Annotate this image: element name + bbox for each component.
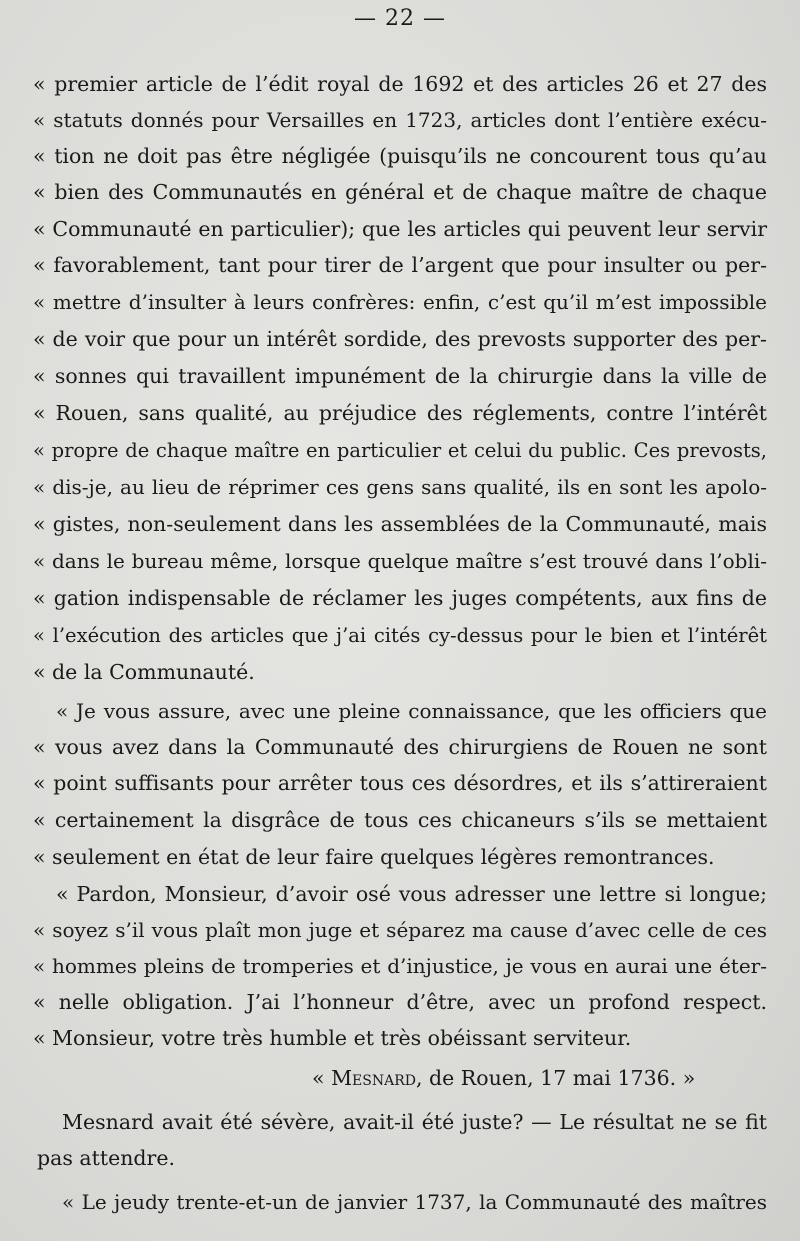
text-line: « premier article de l’édit royal de 1692 et des articles 26 et 27 des (33, 72, 767, 96)
text-line: « certainement la disgrâce de tous ces chicaneurs s’ils se mettaient (33, 808, 767, 832)
text-line: « vous avez dans la Communauté des chirurgiens de Rouen ne sont (33, 735, 767, 759)
paragraph-start: « Le jeudy trente-et-un de janvier 1737, la Communauté des maîtres (62, 1190, 767, 1214)
signature-name: Mesnard (331, 1066, 416, 1090)
text-line: « l’exécution des articles que j’ai cités cy-dessus pour le bien et l’intérêt (33, 624, 767, 647)
text-line: « Monsieur, votre très humble et très obéissant serviteur. (33, 1026, 632, 1050)
text-line: « Rouen, sans qualité, au préjudice des réglements, contre l’intérêt (33, 401, 767, 425)
text-line: « mettre d’insulter à leurs confrères: enfin, c’est qu’il m’est impossible (33, 290, 767, 314)
text-line: « dans le bureau même, lorsque quelque maître s’est trouvé dans l’obli- (33, 549, 767, 573)
signature-rest: , de Rouen, 17 mai 1736. » (416, 1066, 696, 1090)
paragraph-start: Mesnard avait été sévère, avait-il été juste? — Le résultat ne se fit (62, 1110, 767, 1134)
text-line: « Communauté en particulier); que les articles qui peuvent leur servir (33, 217, 767, 241)
text-line: « tion ne doit pas être négligée (puisqu’ils ne concourent tous qu’au (33, 144, 767, 168)
text-line: « hommes pleins de tromperies et d’injustice, je vous en aurai une éter- (33, 954, 767, 978)
paragraph-start: « Je vous assure, avec une pleine connaissance, que les officiers que (56, 699, 767, 723)
text-line: « favorablement, tant pour tirer de l’argent que pour insulter ou per- (33, 253, 767, 277)
text-line: « point suffisants pour arrêter tous ces désordres, et ils s’attireraient (33, 771, 767, 795)
signature-open: « (312, 1066, 332, 1090)
text-line: « sonnes qui travaillent impunément de la chirurgie dans la ville de (33, 364, 767, 388)
text-line: « propre de chaque maître en particulier et celui du public. Ces prevosts, (33, 439, 767, 462)
text-line: « de voir que pour un intérêt sordide, des prevosts supporter des per- (33, 327, 767, 351)
text-line: « statuts donnés pour Versailles en 1723, articles dont l’entière exécu- (33, 108, 767, 132)
page-number: — 22 — (354, 6, 446, 31)
text-line: « de la Communauté. (33, 660, 255, 684)
text-line: « seulement en état de leur faire quelques légères remontrances. (33, 845, 715, 869)
text-line: « gistes, non-seulement dans les assemblées de la Communauté, mais (33, 512, 767, 536)
text-line: « bien des Communautés en général et de chaque maître de chaque (33, 180, 767, 204)
text-line: « nelle obligation. J’ai l’honneur d’être, avec un profond respect. (33, 990, 767, 1014)
text-line: « dis-je, au lieu de réprimer ces gens sans qualité, ils en sont les apolo- (33, 475, 767, 499)
paragraph-start: « Pardon, Monsieur, d’avoir osé vous adresser une lettre si longue; (56, 882, 767, 906)
signature-line (312, 1060, 712, 1097)
text-line: pas attendre. (37, 1146, 175, 1170)
text-line: « soyez s’il vous plaît mon juge et séparez ma cause d’avec celle de ces (33, 918, 767, 942)
text-line: « gation indispensable de réclamer les juges compétents, aux fins de (33, 586, 767, 610)
